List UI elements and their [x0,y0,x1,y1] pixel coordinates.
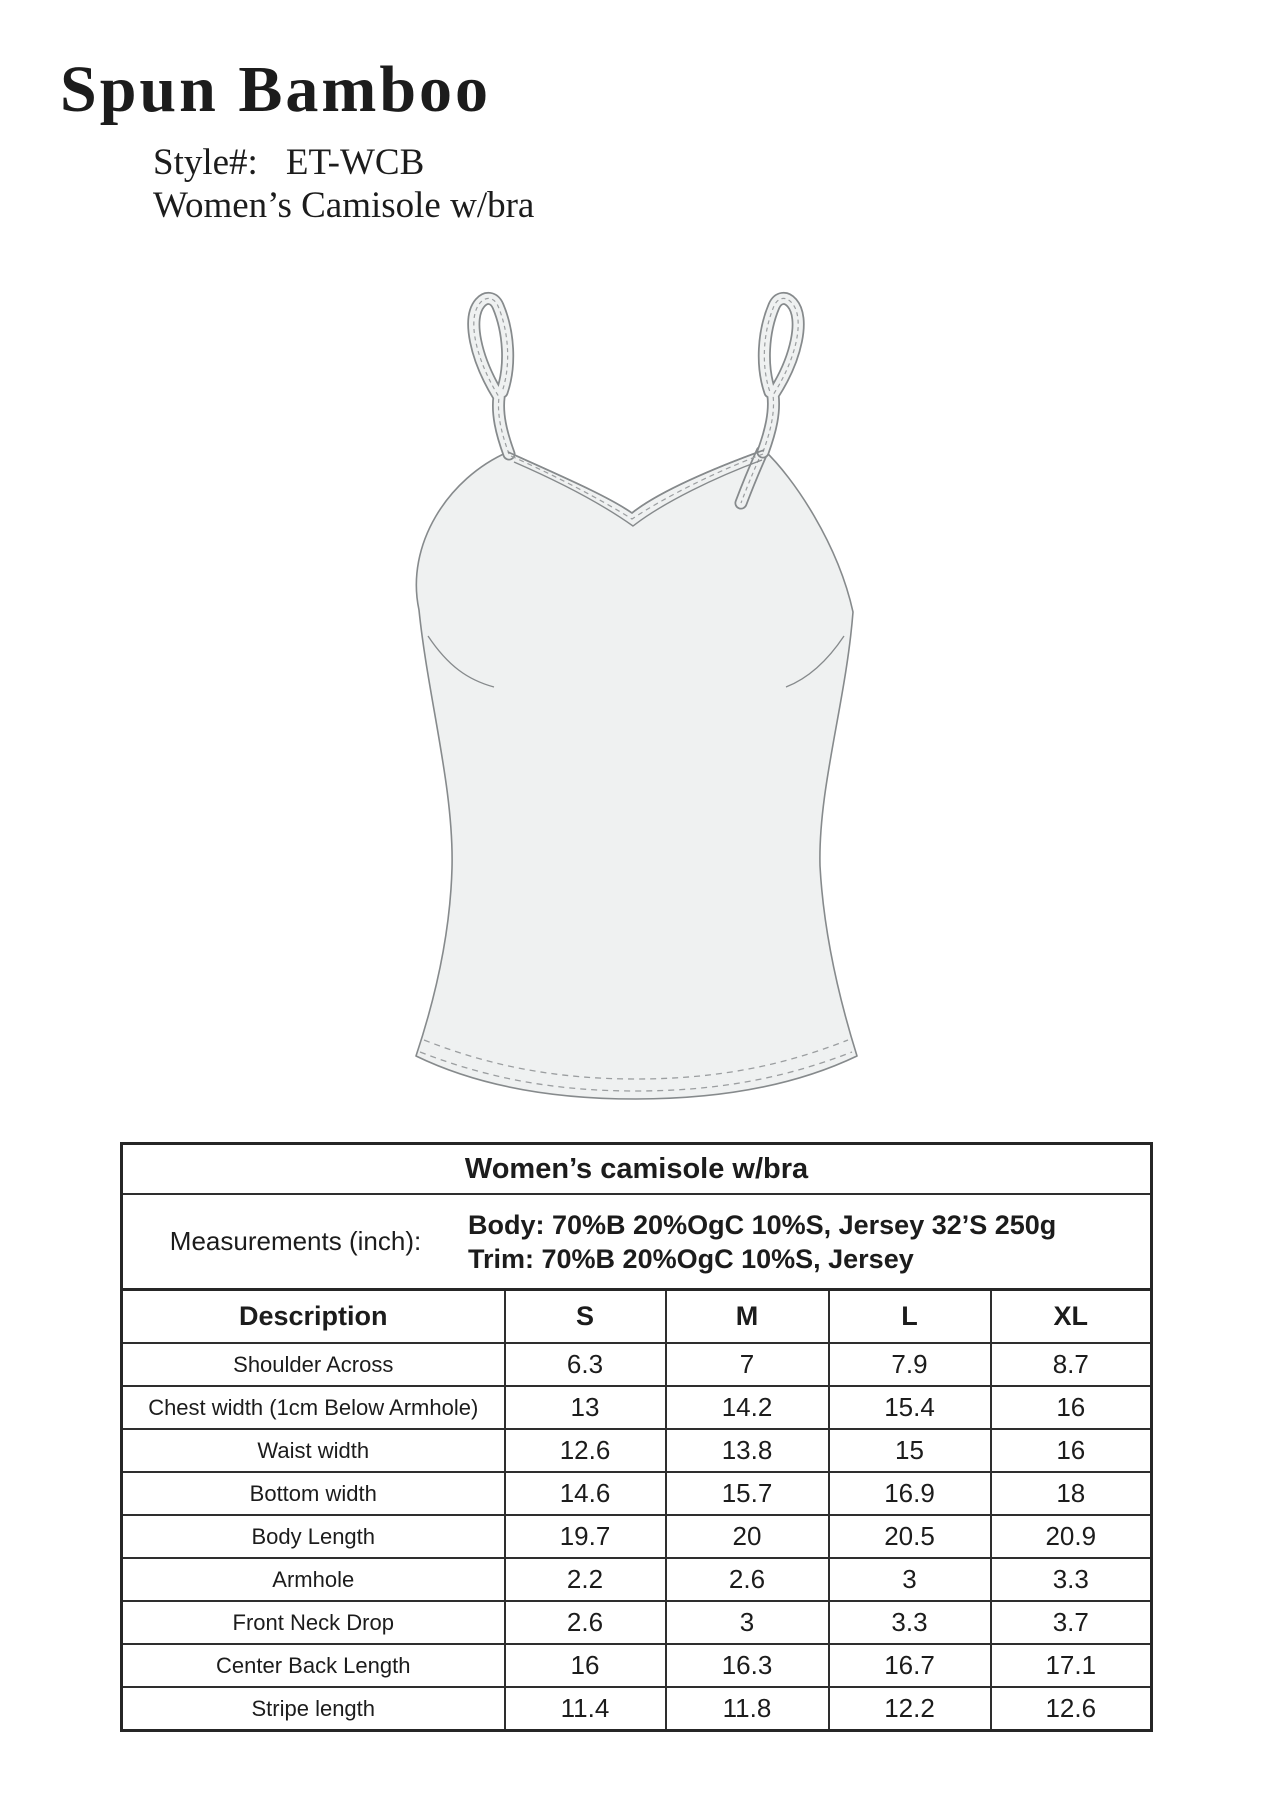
spec-value: 12.6 [505,1429,666,1472]
table-title-row [122,1144,1152,1195]
measurement-spec-table [120,1142,1153,1732]
spec-row-label: Body Length [122,1515,505,1558]
spec-value: 11.8 [666,1687,829,1731]
camisole-body-outline [416,450,857,1099]
spec-value: 17.1 [991,1644,1152,1687]
table-row [122,1343,1152,1386]
body-composition-line: Body: 70%B 20%OgC 10%S, Jersey 32’S 250g [468,1209,1057,1240]
brand-title: Spun Bamboo [60,53,492,126]
table-row [122,1515,1152,1558]
spec-value: 14.6 [505,1472,666,1515]
spec-value: 16.3 [666,1644,829,1687]
spec-value: 18 [991,1472,1152,1515]
spec-value: 3.3 [829,1601,991,1644]
spec-row-label: Stripe length [122,1687,505,1731]
spec-value: 20.5 [829,1515,991,1558]
table-row [122,1429,1152,1472]
spec-value: 20 [666,1515,829,1558]
spec-value: 16.9 [829,1472,991,1515]
spec-value: 14.2 [666,1386,829,1429]
style-number-line [153,141,534,184]
spec-value: 7.9 [829,1343,991,1386]
column-header-size-m: M [666,1290,829,1344]
style-number-value: ET-WCB [285,142,425,183]
column-header-size-xl: XL [991,1290,1152,1344]
spec-row-label: Chest width (1cm Below Armhole) [122,1386,505,1429]
table-row [122,1472,1152,1515]
spec-value: 15.4 [829,1386,991,1429]
fabric-composition [468,1208,1150,1276]
right-strap [763,298,798,452]
spec-value: 2.6 [666,1558,829,1601]
column-header-size-s: S [505,1290,666,1344]
spec-value: 16 [505,1644,666,1687]
spec-value: 20.9 [991,1515,1152,1558]
spec-value: 7 [666,1343,829,1386]
header-subtitle-block [153,141,534,227]
spec-value: 16.7 [829,1644,991,1687]
table-row [122,1601,1152,1644]
spec-value: 8.7 [991,1343,1152,1386]
spec-value: 15.7 [666,1472,829,1515]
spec-row-label: Shoulder Across [122,1343,505,1386]
spec-value: 2.2 [505,1558,666,1601]
spec-row-label: Armhole [122,1558,505,1601]
spec-value: 15 [829,1429,991,1472]
spec-value: 13 [505,1386,666,1429]
table-row [122,1687,1152,1731]
left-strap [474,298,509,454]
column-header-description: Description [122,1290,505,1344]
trim-composition-line: Trim: 70%B 20%OgC 10%S, Jersey [468,1243,914,1274]
spec-value: 6.3 [505,1343,666,1386]
spec-row-label: Bottom width [122,1472,505,1515]
camisole-technical-drawing [380,258,900,1118]
measurements-row [122,1194,1152,1290]
table-row [122,1558,1152,1601]
spec-value: 3 [666,1601,829,1644]
product-name-line: Women’s Camisole w/bra [153,185,535,226]
style-number-label: Style#: [153,142,258,183]
spec-value: 19.7 [505,1515,666,1558]
table-title: Women’s camisole w/bra [122,1144,1152,1195]
spec-value: 16 [991,1386,1152,1429]
measurements-label: Measurements (inch): [169,1226,422,1256]
spec-value: 3.7 [991,1601,1152,1644]
spec-row-label: Front Neck Drop [122,1601,505,1644]
table-row [122,1644,1152,1687]
column-header-size-l: L [829,1290,991,1344]
spec-value: 3 [829,1558,991,1601]
spec-value: 13.8 [666,1429,829,1472]
spec-value: 11.4 [505,1687,666,1731]
spec-row-label: Waist width [122,1429,505,1472]
spec-row-label: Center Back Length [122,1644,505,1687]
table-row [122,1386,1152,1429]
spec-value: 3.3 [991,1558,1152,1601]
spec-value: 16 [991,1429,1152,1472]
spec-value: 12.6 [991,1687,1152,1731]
spec-value: 2.6 [505,1601,666,1644]
column-header-row [122,1290,1152,1344]
spec-value: 12.2 [829,1687,991,1731]
